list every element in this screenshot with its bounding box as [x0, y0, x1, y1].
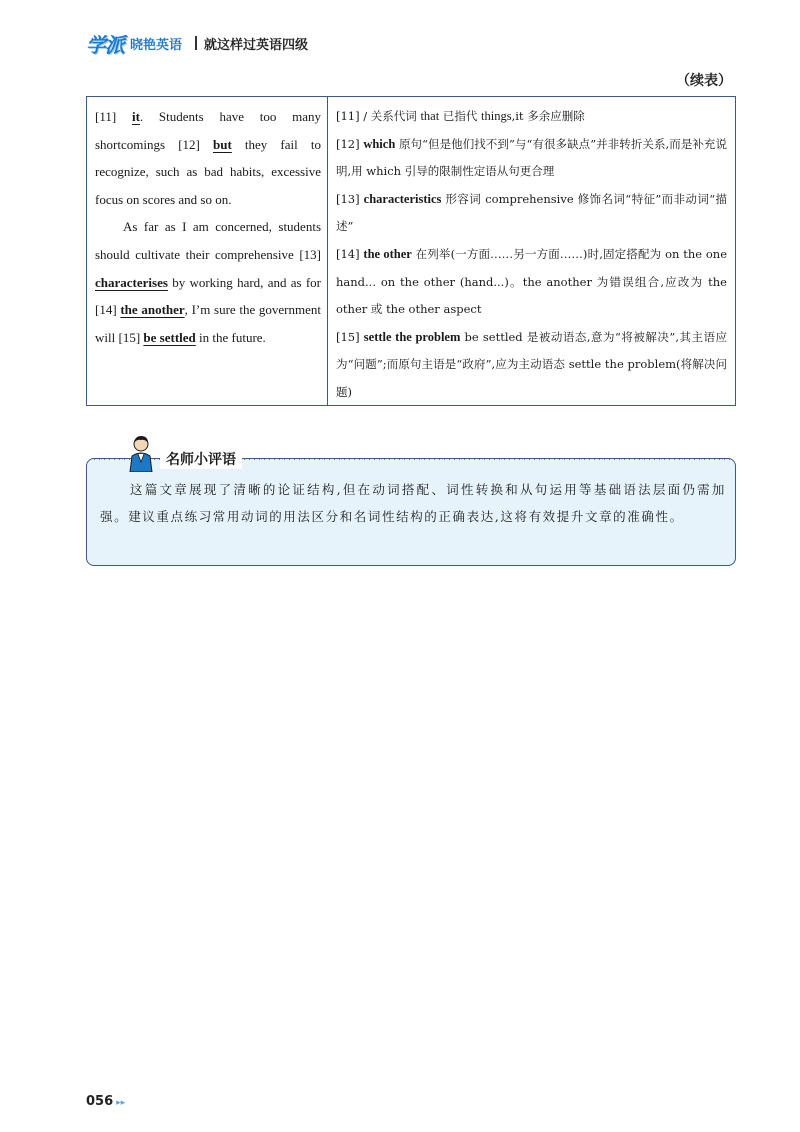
note-14	[336, 241, 727, 324]
correction-notes	[336, 103, 727, 407]
page-number-value: 056	[86, 1094, 114, 1109]
essay-text	[95, 103, 321, 351]
essay-text-run: by working hard, and as for	[167, 274, 321, 290]
note-keyword: settle the problem	[363, 329, 461, 344]
comment-text: 这篇文章展现了清晰的论证结构,但在动词搭配、词性转换和从句运用等基础语法层面仍需加强。建议重点练习常用动词的用法区分和名词性结构的正确表达,这将有效提升文章的准确性。	[100, 482, 726, 524]
correction-table	[86, 96, 736, 406]
note-12	[336, 131, 727, 186]
error-word-11: it	[131, 109, 140, 124]
essay-text-run: , I’m sure the government will	[95, 302, 321, 345]
essay-text-run: in the future.	[195, 329, 266, 345]
next-arrow-icon: ▸▸	[116, 1098, 126, 1108]
essay-paragraph-1	[95, 103, 321, 213]
essay-column	[87, 97, 328, 405]
notes-column	[328, 97, 735, 405]
note-number: [13]	[336, 191, 364, 206]
note-number: [15]	[336, 329, 364, 344]
note-en: things	[481, 109, 512, 123]
marker-14: [14]	[95, 302, 117, 318]
note-11	[336, 103, 727, 131]
essay-text-run: . Students have too many shortcomings	[95, 109, 321, 152]
comment-header	[126, 432, 242, 472]
brand-name: 晓艳英语	[130, 37, 183, 53]
marker-13: [13]	[299, 246, 321, 262]
note-text: 已指代	[439, 109, 482, 123]
note-keyword: which	[363, 136, 396, 151]
note-text: be settled 是被动语态,意为“将被解决”,其主语应为“问题”;而原句主语是“政府”,应为主动语态 settle the problem(将解决问题)	[336, 329, 727, 399]
page-number	[86, 1094, 125, 1109]
teacher-avatar-icon	[126, 434, 156, 472]
error-word-15: be settled	[143, 329, 196, 345]
note-number: [12]	[336, 136, 364, 151]
note-number: [14]	[336, 246, 364, 261]
brand-mark: 学派	[86, 32, 124, 57]
marker-15: [15]	[118, 329, 141, 345]
header-divider	[195, 36, 197, 50]
book-title: 就这样过英语四级	[204, 37, 309, 53]
error-word-13: characterises	[95, 274, 168, 290]
essay-text-run: they fail to recognize, such as bad habits, excessive focus on scores and so on.	[95, 136, 321, 207]
note-en: that	[420, 109, 440, 123]
page-header	[86, 28, 308, 58]
note-text: 形容词 comprehensive 修饰名词“特征”而非动词“描述”	[336, 191, 727, 234]
note-text: ,it 多余应删除	[511, 109, 585, 123]
continued-label: （续表）	[676, 73, 732, 89]
note-text: [11] / 关系代词	[336, 109, 421, 123]
essay-text-run: As far as I am concerned, students should cultivate their comprehensive	[95, 219, 321, 262]
note-keyword: characteristics	[363, 191, 442, 206]
marker-12: [12]	[178, 136, 200, 152]
note-13	[336, 186, 727, 241]
comment-title: 名师小评语	[160, 449, 242, 469]
note-text: 在列举(一方面……另一方面……)时,固定搭配为 on the one hand... on the other (hand...)。the another 为错误组合,应改为 the other 或 the other aspect	[336, 246, 727, 317]
note-text: 原句“但是他们找不到”与“有很多缺点”并非转折关系,而是补充说明,用 which 引导的限制性定语从句更合理	[336, 136, 727, 179]
note-15	[336, 324, 727, 407]
brand-logo	[86, 29, 182, 58]
error-word-14: the another	[120, 302, 185, 318]
marker-11: [11]	[95, 109, 117, 124]
note-keyword: the other	[363, 246, 412, 261]
error-word-12: but	[213, 136, 232, 152]
essay-paragraph-2	[95, 213, 321, 351]
